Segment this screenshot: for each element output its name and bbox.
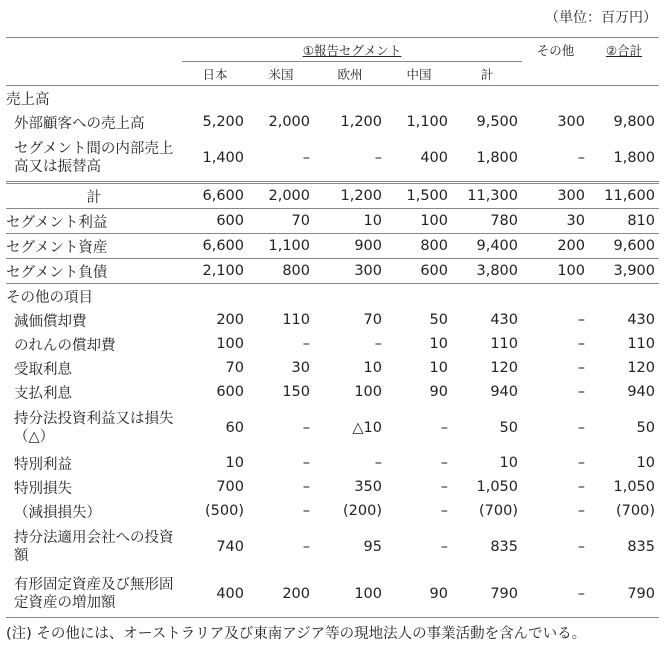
row-impairment-loss (6, 499, 659, 523)
segment-table (6, 37, 659, 618)
value-cell: – (374, 455, 382, 471)
value-cell: 900 (314, 234, 386, 259)
col-europe: 欧州 (314, 62, 386, 86)
value-cell: 800 (248, 259, 314, 284)
value-cell: 90 (386, 570, 452, 618)
col-china: 中国 (386, 62, 452, 86)
value-cell: 30 (522, 209, 589, 234)
value-cell: 300 (314, 259, 386, 284)
value-cell: 9,800 (613, 114, 655, 130)
header-row-1 (6, 38, 659, 62)
value-cell: (200) (343, 503, 382, 519)
row-interest-expense (6, 380, 659, 404)
row-extraordinary-loss (6, 475, 659, 499)
value-cell: 10 (314, 209, 386, 234)
value-cell: 100 (386, 209, 452, 234)
value-cell: – (302, 336, 310, 352)
value-cell: 200 (248, 570, 314, 618)
value-cell: 2,000 (248, 183, 314, 209)
value-cell: 430 (627, 312, 655, 328)
row-segment-assets (6, 234, 659, 259)
value-cell: 70 (225, 360, 244, 376)
value-cell: – (248, 134, 314, 183)
row-intersegment (6, 134, 659, 183)
unit-label: （単位：百万円） (545, 10, 657, 26)
value-cell: 400 (182, 570, 248, 618)
value-cell: 6,600 (182, 234, 248, 259)
value-cell: 70 (248, 209, 314, 234)
col-subtotal: 計 (452, 62, 522, 86)
value-cell: 1,500 (386, 183, 452, 209)
value-cell: – (440, 455, 448, 471)
value-cell: 835 (490, 539, 518, 555)
value-cell: – (302, 539, 310, 555)
value-cell: – (577, 312, 585, 328)
value-cell: – (577, 336, 585, 352)
value-cell: 600 (182, 209, 248, 234)
value-cell: 1,800 (452, 134, 522, 183)
value-cell: – (577, 479, 585, 495)
value-cell: △10 (352, 420, 382, 436)
value-cell: 1,200 (340, 114, 382, 130)
row-label: 計 (6, 183, 182, 209)
value-cell: (700) (616, 503, 655, 519)
value-cell: 1,200 (314, 183, 386, 209)
value-cell: 780 (452, 209, 522, 234)
value-cell: 1,100 (406, 114, 448, 130)
value-cell: 2,100 (182, 259, 248, 284)
value-cell: – (577, 420, 585, 436)
value-cell: 740 (216, 539, 244, 555)
row-fixed-assets-increase (6, 570, 659, 618)
value-cell: – (577, 539, 585, 555)
value-cell: 90 (429, 384, 448, 400)
value-cell: 5,200 (202, 114, 244, 130)
header-row-2 (6, 62, 659, 86)
value-cell: 11,600 (589, 183, 659, 209)
row-label: 特別損失 (14, 480, 72, 497)
value-cell: 9,600 (589, 234, 659, 259)
value-cell: 1,400 (182, 134, 248, 183)
row-label: のれんの償却費 (14, 337, 116, 354)
value-cell: 95 (363, 539, 382, 555)
value-cell: 10 (636, 455, 655, 471)
value-cell: 150 (282, 384, 310, 400)
value-cell: 200 (522, 234, 589, 259)
value-cell: – (577, 455, 585, 471)
row-label: 持分法投資利益又は損失（△） (14, 411, 174, 445)
row-other-items (6, 284, 659, 309)
value-cell: 1,050 (476, 479, 518, 495)
row-label: 持分法適用会社への投資額 (14, 530, 174, 564)
row-equity-investment (6, 523, 659, 570)
row-label: その他の項目 (6, 289, 93, 306)
row-label: 特別利益 (14, 456, 72, 473)
row-label: セグメント負債 (6, 259, 182, 284)
value-cell: 10 (499, 455, 518, 471)
value-cell: 700 (216, 479, 244, 495)
value-cell: 110 (627, 336, 655, 352)
value-cell: 100 (216, 336, 244, 352)
value-cell: – (314, 134, 386, 183)
value-cell: 400 (386, 134, 452, 183)
value-cell: 110 (282, 312, 310, 328)
row-label: 受取利息 (14, 361, 72, 378)
value-cell: 200 (216, 312, 244, 328)
row-label: 減価償却費 (14, 313, 87, 330)
value-cell: 100 (354, 384, 382, 400)
row-label: セグメント資産 (6, 234, 182, 259)
row-label: セグメント間の内部売上高又は振替高 (6, 134, 182, 183)
value-cell: 50 (429, 312, 448, 328)
value-cell: – (302, 420, 310, 436)
row-segment-liabilities (6, 259, 659, 284)
row-label: 有形固定資産及び無形固定資産の増加額 (6, 570, 182, 618)
value-cell: – (440, 420, 448, 436)
value-cell: 9,400 (452, 234, 522, 259)
value-cell: 430 (490, 312, 518, 328)
value-cell: 940 (490, 384, 518, 400)
value-cell: 10 (225, 455, 244, 471)
value-cell: – (577, 360, 585, 376)
value-cell: 10 (429, 360, 448, 376)
row-label: 支払利息 (14, 385, 72, 402)
value-cell: 50 (499, 420, 518, 436)
value-cell: 11,300 (452, 183, 522, 209)
value-cell: – (302, 455, 310, 471)
value-cell: 100 (522, 259, 589, 284)
row-sales-total (6, 183, 659, 209)
value-cell: 350 (354, 479, 382, 495)
row-label: 外部顧客への売上高 (14, 115, 145, 132)
other-header: その他 (536, 42, 575, 58)
value-cell: 1,100 (248, 234, 314, 259)
value-cell: – (374, 336, 382, 352)
value-cell: – (577, 384, 585, 400)
row-interest-income (6, 356, 659, 380)
value-cell: 600 (216, 384, 244, 400)
value-cell: – (302, 479, 310, 495)
value-cell: (500) (205, 503, 244, 519)
value-cell: – (577, 503, 585, 519)
row-sales (6, 86, 659, 111)
row-label: （減損損失） (14, 504, 101, 521)
value-cell: – (440, 479, 448, 495)
value-cell: 10 (429, 336, 448, 352)
col-us: 米国 (248, 62, 314, 86)
value-cell: 120 (627, 360, 655, 376)
value-cell: 1,800 (589, 134, 659, 183)
value-cell: 60 (225, 420, 244, 436)
value-cell: 3,900 (589, 259, 659, 284)
total-header: ②合計 (605, 42, 643, 58)
value-cell: 30 (291, 360, 310, 376)
value-cell: 110 (490, 336, 518, 352)
row-goodwill (6, 332, 659, 356)
row-extraordinary-gain (6, 451, 659, 475)
value-cell: – (522, 570, 589, 618)
value-cell: 800 (386, 234, 452, 259)
value-cell: 300 (557, 114, 585, 130)
col-japan: 日本 (182, 62, 248, 86)
value-cell: 2,000 (268, 114, 310, 130)
value-cell: 100 (314, 570, 386, 618)
value-cell: 9,500 (476, 114, 518, 130)
value-cell: 790 (589, 570, 659, 618)
value-cell: 3,800 (452, 259, 522, 284)
value-cell: 70 (363, 312, 382, 328)
value-cell: – (522, 134, 589, 183)
value-cell: 810 (589, 209, 659, 234)
value-cell: 1,050 (613, 479, 655, 495)
row-label: セグメント利益 (6, 209, 182, 234)
value-cell: 120 (490, 360, 518, 376)
row-label: 売上高 (6, 91, 50, 108)
row-segment-profit (6, 209, 659, 234)
row-depreciation (6, 308, 659, 332)
value-cell: 50 (636, 420, 655, 436)
value-cell: 790 (452, 570, 522, 618)
value-cell: – (302, 503, 310, 519)
value-cell: 600 (386, 259, 452, 284)
value-cell: (700) (479, 503, 518, 519)
row-equity-method (6, 404, 659, 451)
value-cell: 6,600 (182, 183, 248, 209)
value-cell: – (440, 539, 448, 555)
value-cell: 10 (363, 360, 382, 376)
value-cell: 300 (522, 183, 589, 209)
reportable-segments-header: ①報告セグメント (182, 38, 522, 62)
footnote: (注) その他には、オーストラリア及び東南アジア等の現地法人の事業活動を含んでいる。 (6, 626, 587, 642)
value-cell: 940 (627, 384, 655, 400)
value-cell: – (440, 503, 448, 519)
row-external-sales (6, 110, 659, 134)
value-cell: 835 (627, 539, 655, 555)
